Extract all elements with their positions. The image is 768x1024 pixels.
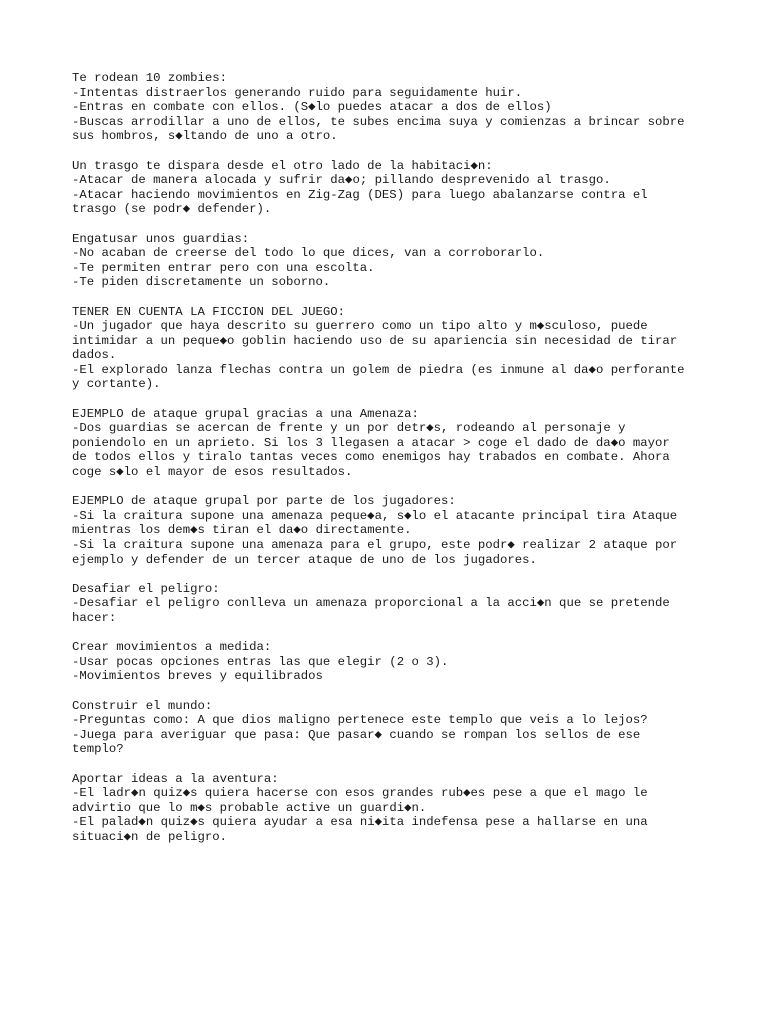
text-line: trasgo (se podr◆ defender). [72, 202, 272, 217]
text-paragraph [72, 305, 752, 393]
text-paragraph [72, 71, 752, 144]
text-paragraph [72, 772, 752, 845]
text-line: coge s◆lo el mayor de esos resultados. [72, 465, 353, 480]
text-line: -Buscas arrodillar a uno de ellos, te subes encima suya y comienzas a brincar sobre [72, 114, 685, 129]
text-line: situaci◆n de peligro. [72, 829, 227, 844]
text-line: -Preguntas como: A que dios maligno pertenece este templo que veis a lo lejos? [72, 713, 648, 728]
text-line: poniendolo en un aprieto. Si los 3 llegasen a atacar > coge el dado de da◆o mayor [72, 435, 670, 450]
text-line: ejemplo y defender de un tercer ataque de uno de los jugadores. [72, 552, 537, 567]
text-line: -Un jugador que haya descrito su guerrero como un tipo alto y m◆sculoso, puede [72, 319, 648, 334]
text-line: TENER EN CUENTA LA FICCION DEL JUEGO: [72, 304, 346, 319]
text-paragraph [72, 407, 752, 480]
document-page [72, 71, 752, 859]
text-line: EJEMPLO de ataque grupal gracias a una Amenaza: [72, 406, 419, 421]
text-paragraph [72, 582, 752, 626]
text-line: sus hombros, s◆ltando de uno a otro. [72, 129, 338, 144]
text-line: Te rodean 10 zombies: [72, 71, 227, 85]
text-paragraph [72, 640, 752, 684]
text-line: -Si la craitura supone una amenaza para el grupo, este podr◆ realizar 2 ataque por [72, 538, 678, 552]
text-line: intimidar a un peque◆o goblin haciendo uso de su apariencia sin necesidad de tirar [72, 333, 678, 348]
text-line: -Movimientos breves y equilibrados [72, 669, 323, 684]
text-paragraph [72, 494, 752, 567]
text-line: dados. [72, 348, 117, 363]
text-line: -Intentas distraerlos generando ruido para seguidamente huir. [72, 85, 523, 100]
text-line: Construir el mundo: [72, 698, 213, 713]
text-paragraph [72, 699, 752, 757]
text-line: mientras los dem◆s tiran el da◆o directamente. [72, 523, 412, 538]
text-paragraph [72, 159, 752, 217]
text-line: -El explorado lanza flechas contra un golem de piedra (es inmune al da◆o perforante [72, 362, 685, 377]
text-line: -No acaban de creerse del todo lo que dices, van a corroborarlo. [72, 246, 545, 261]
text-line: -Te piden discretamente un soborno. [72, 275, 331, 290]
text-line: Crear movimientos a medida: [72, 640, 272, 655]
text-line: -Desafiar el peligro conlleva un amenaza proporcional a la acci◆n que se pretende [72, 596, 670, 611]
text-line: -El palad◆n quiz◆s quiera ayudar a esa ni◆ita indefensa pese a hallarse en una [72, 815, 648, 830]
text-line: hacer: [72, 610, 117, 625]
text-line: de todos ellos y tiralo tantas veces como enemigos hay trabados en combate. Ahora [72, 450, 670, 465]
text-line: -El ladr◆n quiz◆s quiera hacerse con esos grandes rub◆es pese a que el mago le [72, 786, 648, 801]
text-line: advirtio que lo m◆s probable active un guardi◆n. [72, 800, 427, 815]
text-line: -Si la craitura supone una amenaza peque◆a, s◆lo el atacante principal tira Ataque [72, 508, 678, 523]
text-line: -Te permiten entrar pero con una escolta. [72, 260, 375, 275]
text-line: EJEMPLO de ataque grupal por parte de los jugadores: [72, 494, 456, 509]
text-line: -Atacar de manera alocada y sufrir da◆o; pillando desprevenido al trasgo. [72, 173, 611, 188]
text-line: Aportar ideas a la aventura: [72, 771, 279, 786]
text-line: y cortante). [72, 377, 161, 392]
text-line: -Dos guardias se acercan de frente y un por detr◆s, rodeando al personaje y [72, 421, 626, 436]
text-paragraph [72, 232, 752, 290]
text-line: Engatusar unos guardias: [72, 231, 250, 246]
text-line: -Entras en combate con ellos. (S◆lo puedes atacar a dos de ellos) [72, 100, 552, 115]
text-line: Desafiar el peligro: [72, 581, 220, 596]
text-line: -Juega para averiguar que pasa: Que pasar◆ cuando se rompan los sellos de ese [72, 727, 641, 742]
text-line: Un trasgo te dispara desde el otro lado de la habitaci◆n: [72, 158, 493, 173]
text-line: -Atacar haciendo movimientos en Zig-Zag (DES) para luego abalanzarse contra el [72, 187, 648, 202]
text-line: -Usar pocas opciones entras las que elegir (2 o 3). [72, 654, 449, 669]
text-line: templo? [72, 742, 124, 757]
